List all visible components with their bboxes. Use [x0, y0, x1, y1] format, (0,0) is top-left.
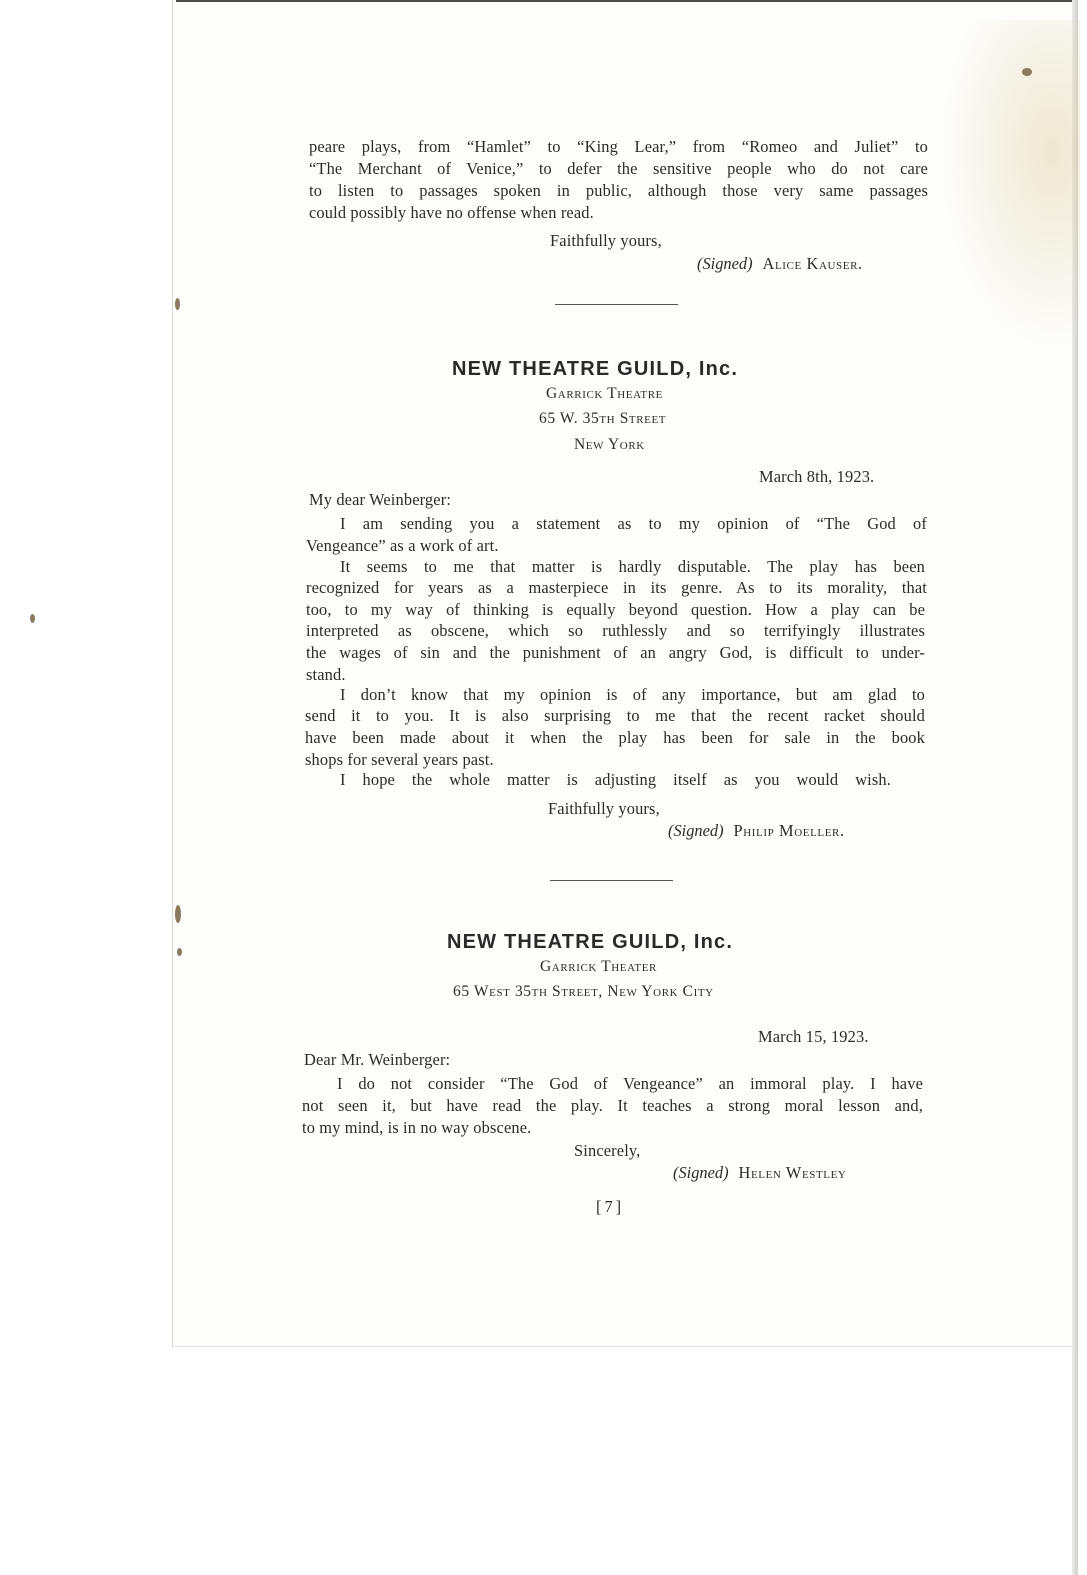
signed-label: (Signed): [697, 254, 753, 273]
closing: Faithfully yours,: [548, 799, 660, 818]
body-text-line: shops for several years past.: [305, 750, 494, 769]
section-divider: [555, 304, 678, 305]
section-divider: [550, 880, 673, 881]
signature-line: [697, 254, 863, 274]
letterhead-org: NEW THEATRE GUILD, Inc.: [447, 931, 734, 953]
body-text-line: have been made about it when the play has been for sale in the book: [305, 728, 925, 747]
body-text-line: send it to you. It is also surprising to me that the recent racket should: [305, 706, 925, 725]
salutation: Dear Mr. Weinberger:: [304, 1050, 451, 1069]
letterhead-venue: Garrick Theatre: [546, 385, 663, 402]
letterhead-org: NEW THEATRE GUILD, Inc.: [452, 358, 739, 380]
margin-speck: [30, 614, 35, 623]
margin-speck: [1022, 68, 1032, 76]
signer-name: Alice Kauser.: [762, 254, 863, 273]
signed-label: (Signed): [668, 821, 724, 840]
body-text-line: peare plays, from “Hamlet” to “King Lear,” from “Romeo and Juliet” to: [309, 137, 928, 156]
body-text-line: I am sending you a statement as to my opinion of “The God of: [340, 514, 927, 533]
letter-date: March 15, 1923.: [758, 1027, 869, 1046]
body-text-line: Vengeance” as a work of art.: [306, 536, 499, 555]
binding-mark: [177, 948, 182, 956]
letterhead-city: New York: [574, 436, 645, 453]
letter-date: March 8th, 1923.: [759, 467, 875, 486]
body-text-line: to my mind, is in no way obscene.: [302, 1118, 532, 1137]
letterhead-address: 65 West 35th Street, New York City: [453, 983, 714, 1000]
body-text-line: not seen it, but have read the play. It teaches a strong moral lesson and,: [302, 1096, 923, 1115]
salutation: My dear Weinberger:: [309, 490, 452, 509]
body-text-line: “The Merchant of Venice,” to defer the sensitive people who do not care: [309, 159, 928, 178]
body-text-line: stand.: [306, 665, 346, 684]
body-text-line: to listen to passages spoken in public, although those very same passages: [309, 181, 928, 200]
signer-name: Philip Moeller.: [733, 821, 845, 840]
letterhead-address: 65 W. 35th Street: [539, 410, 667, 427]
page-top-edge: [176, 0, 1076, 2]
body-text-line: recognized for years as a masterpiece in its genre. As to its morality, that: [306, 578, 927, 597]
body-text-line: I don’t know that my opinion is of any importance, but am glad to: [340, 685, 925, 704]
body-text-line: interpreted as obscene, which so ruthlessly and so terrifyingly illustrates: [306, 621, 925, 640]
body-text-line: too, to my way of thinking is equally beyond question. How a play can be: [306, 600, 925, 619]
closing: Sincerely,: [574, 1141, 641, 1160]
body-text-line: could possibly have no offense when read.: [309, 203, 594, 222]
binding-mark: [175, 905, 181, 923]
body-text-line: It seems to me that matter is hardly disputable. The play has been: [340, 557, 925, 576]
page-number: [7]: [596, 1197, 625, 1216]
closing: Faithfully yours,: [550, 231, 662, 250]
signature-line: [673, 1163, 846, 1183]
letterhead-venue: Garrick Theater: [540, 958, 657, 975]
body-text-line: I hope the whole matter is adjusting itself as you would wish.: [340, 770, 891, 789]
binding-mark: [175, 298, 180, 310]
signature-line: [668, 821, 845, 841]
signed-label: (Signed): [673, 1163, 729, 1182]
body-text-line: the wages of sin and the punishment of an angry God, is difficult to under-: [306, 643, 925, 662]
body-text-line: I do not consider “The God of Vengeance” an immoral play. I have: [337, 1074, 923, 1093]
paper-stain: [940, 20, 1080, 350]
signer-name: Helen Westley: [738, 1163, 847, 1182]
